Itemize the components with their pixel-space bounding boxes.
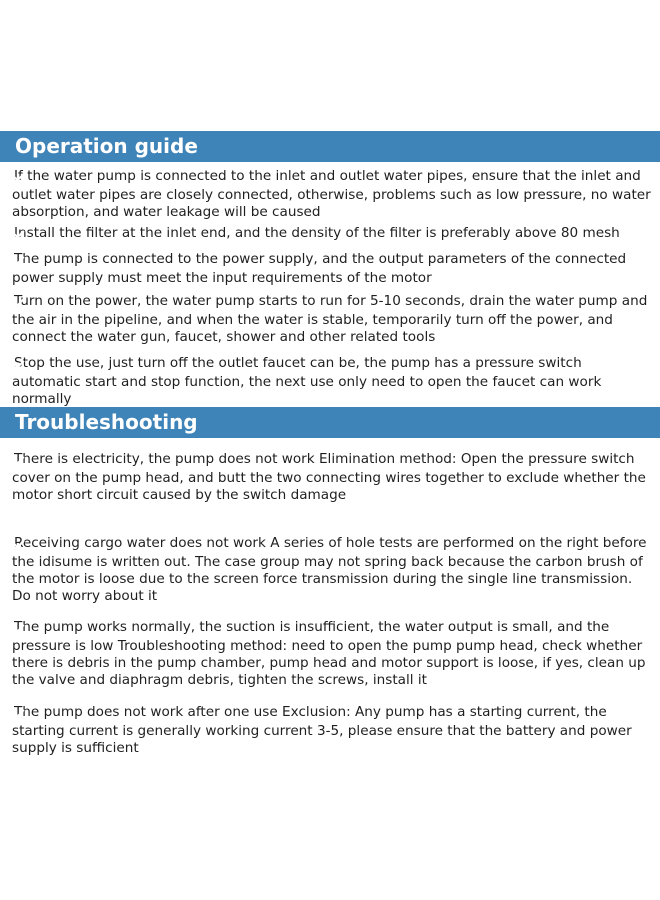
troubleshooting-title: Troubleshooting <box>15 410 198 434</box>
trouble-problem: There is electricity, the pump does not work <box>14 451 315 467</box>
trouble-item-2 <box>12 535 652 605</box>
trouble-solution: Exclusion: Any pump has a starting current, the starting current is generally working current 3-5, please ensure that the battery and power supply is sufficient <box>12 704 632 756</box>
trouble-item-3 <box>12 619 652 689</box>
trouble-problem: The pump does not work after one use <box>14 704 278 720</box>
operation-guide-title: Operation guide <box>15 134 198 158</box>
trouble-solution: Elimination method: Open the pressure switch cover on the pump head, and butt the two connecting wires together to exclude whether the motor short circuit caused by the switch damage <box>12 451 646 503</box>
trouble-item-4 <box>12 704 652 757</box>
trouble-item-1 <box>12 451 652 504</box>
trouble-solution: Troubleshooting method: need to open the pump pump head, check whether there is debris in the pump chamber, pump head and motor support is loose, if yes, clean up the valve and diaphragm debris, tighten the screws, install it <box>12 638 646 688</box>
operation-item-1: If the water pump is connected to the inlet and outlet water pipes, ensure that the inlet and outlet water pipes are closely connected, otherwise, problems such as low pressure, no water absorption, and water leakage will be caused <box>12 168 651 220</box>
trouble-solution: A series of hole tests are performed on the right before the idisume is written out. The case group may not spring back because the carbon brush of the motor is loose due to the screen force transmission during the single line transmission. Do not worry about it <box>12 535 647 604</box>
operation-item-4: Turn on the power, the water pump starts to run for 5-10 seconds, drain the water pump and the air in the pipeline, and when the water is stable, temporarily turn off the power, and connect the water gun, faucet, shower and other related tools <box>12 293 648 345</box>
troubleshooting-header <box>0 407 660 438</box>
operation-item-3: The pump is connected to the power supply, and the output parameters of the connected power supply must meet the input requirements of the motor <box>12 251 627 286</box>
operation-item-5: Stop the use, just turn off the outlet faucet can be, the pump has a pressure switch automatic start and stop function, the next use only need to open the faucet can work normally <box>12 355 602 407</box>
trouble-problem: The pump works normally, the suction is insufficient, the water output is small, and the pressure is low <box>12 619 610 654</box>
operation-guide-header <box>0 131 660 162</box>
trouble-problem: Receiving cargo water does not work <box>14 535 266 551</box>
operation-item-2: Install the filter at the inlet end, and the density of the filter is preferably above 80 mesh <box>14 225 620 241</box>
